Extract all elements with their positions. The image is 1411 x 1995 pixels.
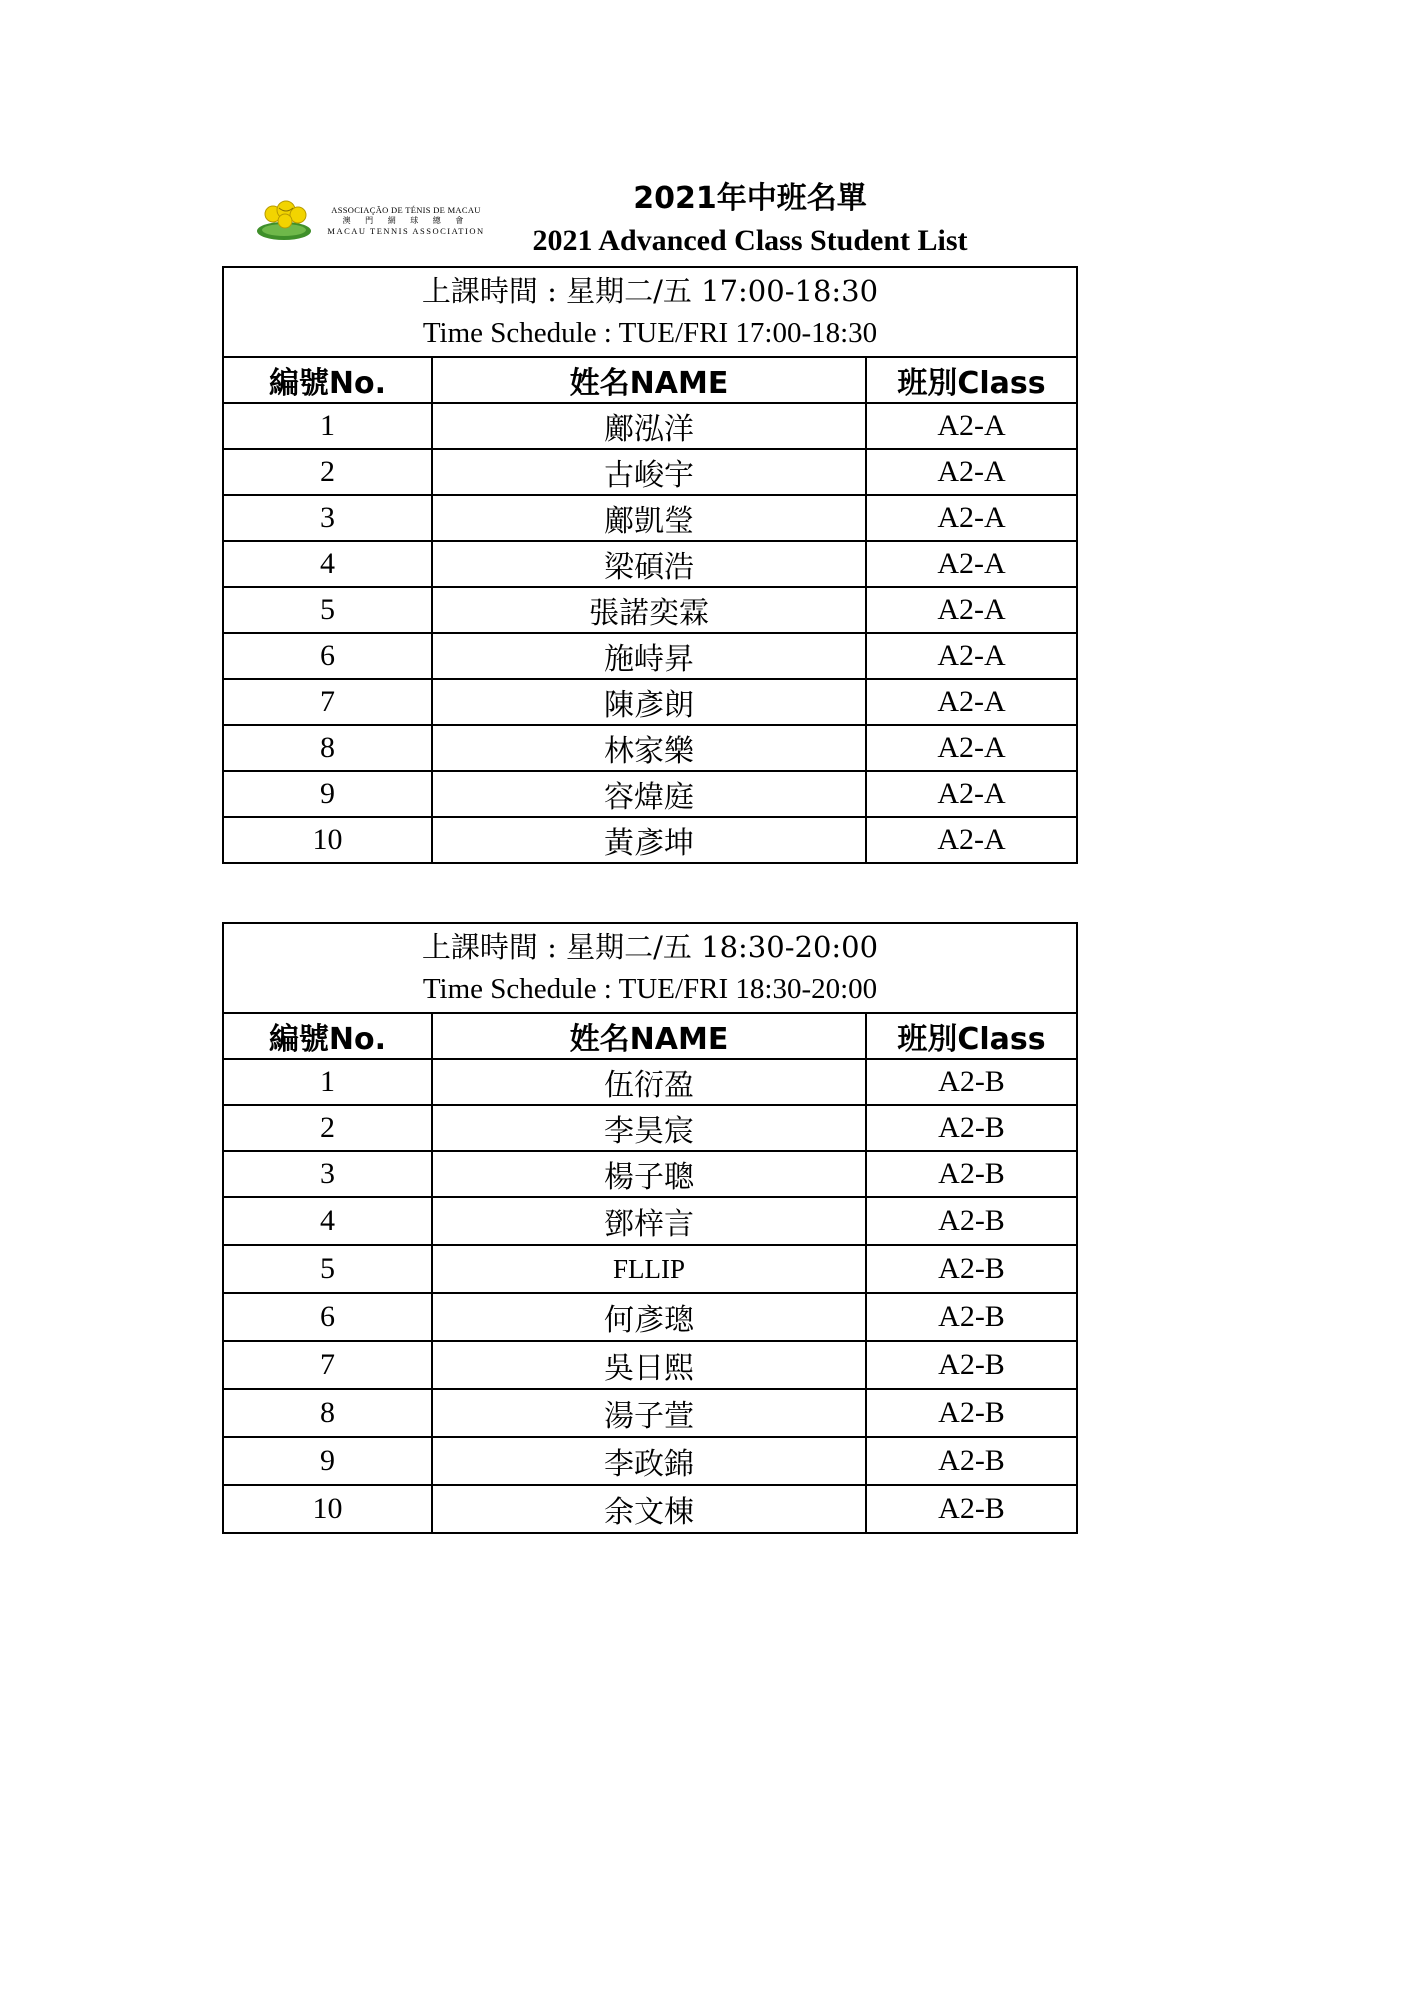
cell-class: A2-A [866, 633, 1077, 679]
cell-name: 何彥璁 [432, 1293, 866, 1341]
table-row [223, 1437, 1077, 1485]
table-row [223, 1485, 1077, 1533]
cell-name: 容煒庭 [432, 771, 866, 817]
cell-no: 6 [223, 1293, 432, 1341]
table-row [223, 541, 1077, 587]
cell-name: 林家樂 [432, 725, 866, 771]
cell-class: A2-A [866, 771, 1077, 817]
cell-class: A2-B [866, 1389, 1077, 1437]
cell-class: A2-A [866, 817, 1077, 863]
table-row [223, 587, 1077, 633]
cell-class: A2-B [866, 1151, 1077, 1197]
schedule-cell [223, 267, 1077, 357]
cell-class: A2-A [866, 587, 1077, 633]
table-row [223, 403, 1077, 449]
document-title [450, 178, 1050, 262]
cell-no: 1 [223, 403, 432, 449]
cell-class: A2-A [866, 403, 1077, 449]
header-row [223, 1013, 1077, 1059]
column-header-no: 編號No. [223, 357, 432, 403]
cell-no: 2 [223, 1105, 432, 1151]
cell-no: 3 [223, 495, 432, 541]
cell-no: 1 [223, 1059, 432, 1105]
cell-no: 10 [223, 817, 432, 863]
schedule-english: Time Schedule : TUE/FRI 17:00-18:30 [422, 317, 878, 349]
schedule-cell [223, 923, 1077, 1013]
table-row [223, 679, 1077, 725]
roster-table-session-2 [222, 922, 1078, 1534]
cell-name: 楊子聰 [432, 1151, 866, 1197]
cell-name: 李政錦 [432, 1437, 866, 1485]
cell-no: 2 [223, 449, 432, 495]
cell-class: A2-B [866, 1105, 1077, 1151]
schedule-chinese: 上課時間 : 星期二/五 18:30-20:00 [421, 930, 879, 964]
table-row [223, 1389, 1077, 1437]
title-chinese: 2021年中班名單 [633, 181, 867, 216]
logo-line-portuguese: ASSOCIAÇÃO DE TÉNIS DE MACAU [331, 205, 481, 215]
table-row [223, 1059, 1077, 1105]
cell-name: 伍衍盈 [432, 1059, 866, 1105]
cell-no: 8 [223, 1389, 432, 1437]
schedule-row [223, 267, 1077, 357]
cell-no: 5 [223, 587, 432, 633]
schedule-chinese: 上課時間 : 星期二/五 17:00-18:30 [421, 274, 879, 308]
cell-class: A2-B [866, 1197, 1077, 1245]
cell-name: 李昊宸 [432, 1105, 866, 1151]
roster-table-session-1 [222, 266, 1078, 864]
cell-no: 9 [223, 771, 432, 817]
cell-class: A2-B [866, 1059, 1077, 1105]
cell-class: A2-A [866, 449, 1077, 495]
schedule-english: Time Schedule : TUE/FRI 18:30-20:00 [422, 973, 878, 1005]
cell-name: 余文棟 [432, 1485, 866, 1533]
cell-name: 梁碩浩 [432, 541, 866, 587]
cell-class: A2-B [866, 1437, 1077, 1485]
cell-name: FLLIP [432, 1245, 866, 1293]
cell-no: 8 [223, 725, 432, 771]
cell-no: 7 [223, 679, 432, 725]
cell-name: 吳日熙 [432, 1341, 866, 1389]
cell-name: 陳彥朗 [432, 679, 866, 725]
column-header-no: 編號No. [223, 1013, 432, 1059]
cell-name: 鄺泓洋 [432, 403, 866, 449]
cell-class: A2-B [866, 1293, 1077, 1341]
cell-class: A2-B [866, 1485, 1077, 1533]
column-header-class: 班別Class [866, 357, 1077, 403]
cell-name: 黃彥坤 [432, 817, 866, 863]
tennis-ball-logo-icon [255, 198, 317, 242]
cell-no: 5 [223, 1245, 432, 1293]
cell-no: 4 [223, 541, 432, 587]
cell-class: A2-A [866, 679, 1077, 725]
table-row [223, 817, 1077, 863]
table-row [223, 1245, 1077, 1293]
cell-no: 4 [223, 1197, 432, 1245]
cell-class: A2-A [866, 541, 1077, 587]
cell-no: 6 [223, 633, 432, 679]
column-header-name: 姓名NAME [432, 1013, 866, 1059]
logo-line-english: MACAU TENNIS ASSOCIATION [327, 226, 485, 236]
column-header-class: 班別Class [866, 1013, 1077, 1059]
logo-line-chinese: 澳 門 網 球 總 會 [342, 215, 470, 225]
cell-name: 施峙昇 [432, 633, 866, 679]
table-row [223, 495, 1077, 541]
table-row [223, 449, 1077, 495]
cell-class: A2-A [866, 495, 1077, 541]
cell-name: 鄺凱瑩 [432, 495, 866, 541]
cell-name: 湯子萱 [432, 1389, 866, 1437]
cell-class: A2-A [866, 725, 1077, 771]
cell-name: 古峻宇 [432, 449, 866, 495]
schedule-row [223, 923, 1077, 1013]
cell-no: 3 [223, 1151, 432, 1197]
cell-no: 10 [223, 1485, 432, 1533]
table-row [223, 1341, 1077, 1389]
title-english: 2021 Advanced Class Student List [532, 224, 968, 257]
cell-class: A2-B [866, 1245, 1077, 1293]
table-row [223, 633, 1077, 679]
cell-no: 7 [223, 1341, 432, 1389]
table-row [223, 771, 1077, 817]
cell-name: 張諾奕霖 [432, 587, 866, 633]
table-row [223, 725, 1077, 771]
table-row [223, 1105, 1077, 1151]
header-row [223, 357, 1077, 403]
cell-name: 鄧梓言 [432, 1197, 866, 1245]
table-row [223, 1197, 1077, 1245]
column-header-name: 姓名NAME [432, 357, 866, 403]
cell-class: A2-B [866, 1341, 1077, 1389]
cell-no: 9 [223, 1437, 432, 1485]
table-row [223, 1293, 1077, 1341]
table-row [223, 1151, 1077, 1197]
